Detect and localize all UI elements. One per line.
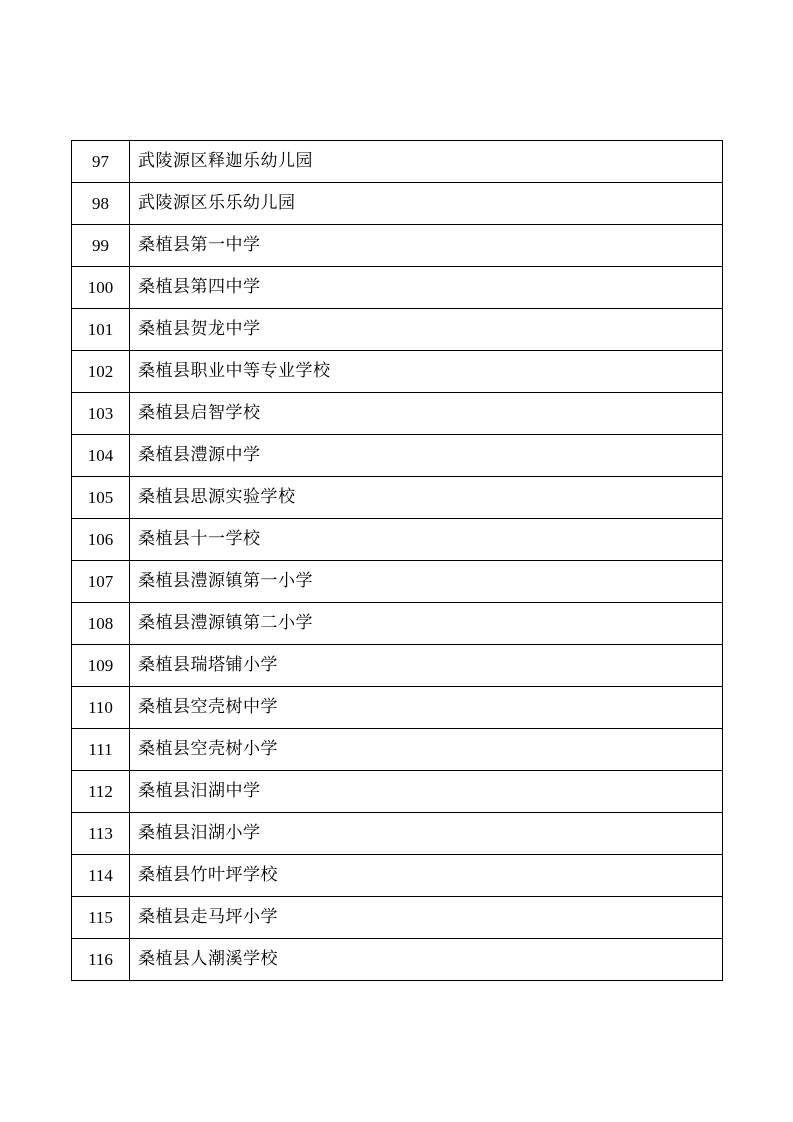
school-list-body [72, 141, 723, 981]
school-name: 桑植县走马坪小学 [130, 897, 723, 939]
row-number: 104 [72, 435, 130, 477]
row-number: 109 [72, 645, 130, 687]
school-name: 桑植县人潮溪学校 [130, 939, 723, 981]
school-name: 桑植县贺龙中学 [130, 309, 723, 351]
school-name: 桑植县瑞塔铺小学 [130, 645, 723, 687]
row-number: 105 [72, 477, 130, 519]
row-number: 102 [72, 351, 130, 393]
row-number: 106 [72, 519, 130, 561]
table-row [72, 813, 723, 855]
table-row [72, 771, 723, 813]
table-row [72, 939, 723, 981]
row-number: 110 [72, 687, 130, 729]
school-name: 桑植县启智学校 [130, 393, 723, 435]
school-name: 桑植县澧源镇第一小学 [130, 561, 723, 603]
school-name: 武陵源区乐乐幼儿园 [130, 183, 723, 225]
row-number: 99 [72, 225, 130, 267]
row-number: 100 [72, 267, 130, 309]
row-number: 103 [72, 393, 130, 435]
school-list-table [71, 140, 723, 981]
table-row [72, 603, 723, 645]
row-number: 115 [72, 897, 130, 939]
school-name: 桑植县十一学校 [130, 519, 723, 561]
row-number: 98 [72, 183, 130, 225]
table-row [72, 183, 723, 225]
row-number: 108 [72, 603, 130, 645]
row-number: 112 [72, 771, 130, 813]
school-name: 桑植县澧源镇第二小学 [130, 603, 723, 645]
school-name: 桑植县思源实验学校 [130, 477, 723, 519]
table-row [72, 729, 723, 771]
table-row [72, 267, 723, 309]
row-number: 113 [72, 813, 130, 855]
row-number: 101 [72, 309, 130, 351]
table-row [72, 141, 723, 183]
table-row [72, 225, 723, 267]
school-name: 桑植县汨湖中学 [130, 771, 723, 813]
school-name: 桑植县职业中等专业学校 [130, 351, 723, 393]
school-name: 桑植县汨湖小学 [130, 813, 723, 855]
table-row [72, 687, 723, 729]
school-name: 武陵源区释迦乐幼儿园 [130, 141, 723, 183]
row-number: 116 [72, 939, 130, 981]
table-row [72, 351, 723, 393]
school-name: 桑植县澧源中学 [130, 435, 723, 477]
row-number: 111 [72, 729, 130, 771]
table-row [72, 561, 723, 603]
table-row [72, 393, 723, 435]
row-number: 97 [72, 141, 130, 183]
table-row [72, 519, 723, 561]
school-name: 桑植县第四中学 [130, 267, 723, 309]
table-row [72, 897, 723, 939]
school-name: 桑植县第一中学 [130, 225, 723, 267]
table-row [72, 435, 723, 477]
row-number: 114 [72, 855, 130, 897]
school-name: 桑植县空壳树中学 [130, 687, 723, 729]
table-row [72, 309, 723, 351]
school-name: 桑植县竹叶坪学校 [130, 855, 723, 897]
table-row [72, 477, 723, 519]
school-name: 桑植县空壳树小学 [130, 729, 723, 771]
row-number: 107 [72, 561, 130, 603]
table-row [72, 855, 723, 897]
table-row [72, 645, 723, 687]
